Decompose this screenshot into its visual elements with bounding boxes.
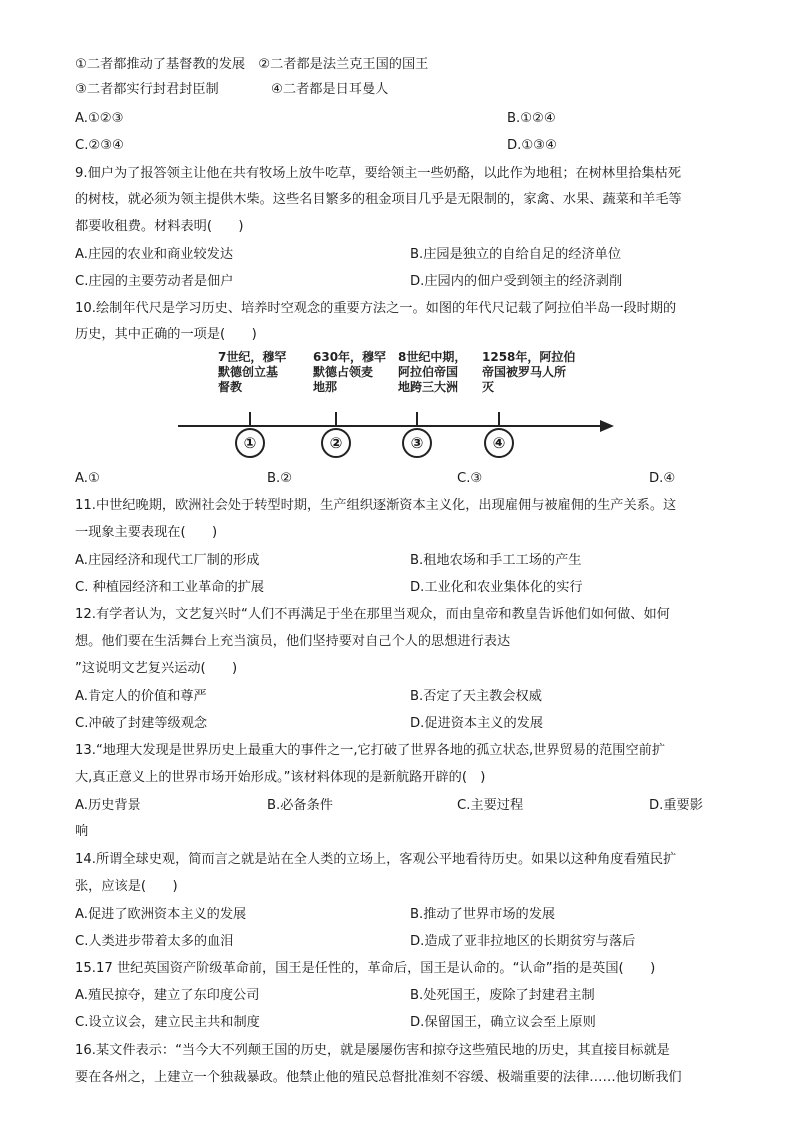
q13-stem-line-2: 大,真正意义上的世界市场开始形成。”该材料体现的是新航路开辟的( ) — [75, 770, 486, 785]
q15-option-b[interactable]: B.处死国王，废除了封建君主制 — [410, 988, 595, 1003]
q14-option-b[interactable]: B.推动了世界市场的发展 — [410, 907, 556, 922]
q13-option-c[interactable]: C.主要过程 — [457, 798, 524, 813]
q8-statement-4: ④二者都是日耳曼人 — [271, 82, 389, 97]
q14-stem-line-2: 张，应该是( ) — [75, 879, 178, 894]
q12-option-a[interactable]: A.肯定人的价值和尊严 — [75, 689, 207, 704]
q8-statement-1-2: ①二者都推动了基督教的发展 ②二者都是法兰克王国的国王 — [75, 57, 429, 72]
q11-stem-line-2: 一现象主要表现在( ) — [75, 525, 218, 540]
q11-stem-line-1: 11.中世纪晚期，欧洲社会处于转型时期，生产组织逐渐资本主义化，出现雇佣与被雇佣的生产关系。这 — [75, 498, 677, 513]
q15-option-c[interactable]: C.设立议会，建立民主共和制度 — [75, 1015, 260, 1030]
q10-option-b[interactable]: B.② — [267, 471, 293, 486]
q9-option-b[interactable]: B.庄园是独立的自给自足的经济单位 — [410, 247, 622, 262]
q8-option-c[interactable]: C.②③④ — [75, 138, 124, 153]
q12-stem-line-3: ”这说明文艺复兴运动( ) — [75, 661, 238, 676]
q8-option-a[interactable]: A.①②③ — [75, 111, 124, 126]
q13-option-a[interactable]: A.历史背景 — [75, 798, 141, 813]
q9-stem-line-3: 都要收租费。材料表明( ) — [75, 219, 244, 234]
q11-option-a[interactable]: A.庄园经济和现代工厂制的形成 — [75, 553, 260, 568]
q13-option-d[interactable]: D.重要影 — [649, 798, 703, 813]
q16-stem-line-2: 要在各州之，上建立一个独裁暴政。他禁止他的殖民总督批准刻不容缓、极端重要的法律……他切断我们 — [75, 1070, 682, 1085]
timeline-event-4-label: 1258年，阿拉伯 帝国被罗马人所 灭 — [482, 350, 576, 394]
q11-option-d[interactable]: D.工业化和农业集体化的实行 — [410, 580, 583, 595]
q10-stem-line-1: 10.绘制年代尺是学习历史、培养时空观念的重要方法之一。如图的年代尺记载了阿拉伯半岛一段时期的 — [75, 301, 677, 316]
q16-stem-line-1: 16.某文件表示：“当今大不列颠王国的历史，就是屡屡伤害和掠夺这些殖民地的历史，其直接目标就是 — [75, 1043, 670, 1058]
timeline-marker-1: ① — [235, 428, 265, 458]
q12-stem-line-2: 想。他们要在生活舞台上充当演员，他们坚持要对自己个人的思想进行表达 — [75, 634, 511, 649]
q13-option-d-continued: 响 — [75, 824, 89, 839]
q14-option-c[interactable]: C.人类进步带着太多的血泪 — [75, 934, 234, 949]
q8-statement-3: ③二者都实行封君封臣制 — [75, 82, 219, 97]
q14-option-d[interactable]: D.造成了亚非拉地区的长期贫穷与落后 — [410, 934, 636, 949]
q9-option-c[interactable]: C.庄园的主要劳动者是佃户 — [75, 274, 234, 289]
q11-option-c[interactable]: C. 种植园经济和工业革命的扩展 — [75, 580, 265, 595]
q15-option-a[interactable]: A.殖民掠夺，建立了东印度公司 — [75, 988, 260, 1003]
q10-option-d[interactable]: D.④ — [649, 471, 676, 486]
q12-option-c[interactable]: C.冲破了封建等级观念 — [75, 716, 208, 731]
q10-option-c[interactable]: C.③ — [457, 471, 483, 486]
timeline-event-2-label: 630年，穆罕 默德占领麦 地那 — [313, 350, 387, 394]
q9-stem-line-1: 9.佃户为了报答领主让他在共有牧场上放牛吃草，要给领主一些奶酪，以此作为地租；在树林里拾集枯死 — [75, 166, 682, 181]
q13-option-b[interactable]: B.必备条件 — [267, 798, 333, 813]
q9-option-d[interactable]: D.庄园内的佃户受到领主的经济剥削 — [410, 274, 623, 289]
q12-option-b[interactable]: B.否定了天主教会权威 — [410, 689, 542, 704]
q11-option-b[interactable]: B.租地农场和手工工场的产生 — [410, 553, 582, 568]
q14-stem-line-1: 14.所谓全球史观，简而言之就是站在全人类的立场上，客观公平地看待历史。如果以这种角度看殖民扩 — [75, 852, 677, 867]
q10-stem-line-2: 历史，其中正确的一项是( ) — [75, 327, 257, 342]
timeline-marker-2: ② — [321, 428, 351, 458]
q12-option-d[interactable]: D.促进资本主义的发展 — [410, 716, 544, 731]
timeline-figure — [176, 346, 616, 458]
timeline-marker-4: ④ — [484, 428, 514, 458]
q15-option-d[interactable]: D.保留国王，确立议会至上原则 — [410, 1015, 596, 1030]
q13-stem-line-1: 13.“地理大发现是世界历史上最重大的事件之一,它打破了世界各地的孤立状态,世界贸易的范围空前扩 — [75, 743, 666, 758]
q8-option-b[interactable]: B.①②④ — [507, 111, 556, 126]
q10-option-a[interactable]: A.① — [75, 471, 100, 486]
q14-option-a[interactable]: A.促进了欧洲资本主义的发展 — [75, 907, 247, 922]
q12-stem-line-1: 12.有学者认为，文艺复兴时“人们不再满足于坐在那里当观众，而由皇帝和教皇告诉他们如何做、如何 — [75, 607, 670, 622]
q15-stem: 15.17 世纪英国资产阶级革命前，国王是任性的，革命后，国王是认命的。“认命”指的是英国( ) — [75, 961, 656, 976]
q9-option-a[interactable]: A.庄园的农业和商业较发达 — [75, 247, 234, 262]
q8-option-d[interactable]: D.①③④ — [507, 138, 557, 153]
timeline-event-3-label: 8世纪中期， 阿拉伯帝国 地跨三大洲 — [398, 350, 467, 394]
timeline-marker-3: ③ — [402, 428, 432, 458]
q9-stem-line-2: 的树枝，就必须为领主提供木柴。这些名目繁多的租金项目几乎是无限制的，家禽、水果、蔬菜和羊毛等 — [75, 192, 682, 207]
timeline-event-1-label: 7世纪，穆罕 默德创立基 督教 — [218, 350, 287, 394]
